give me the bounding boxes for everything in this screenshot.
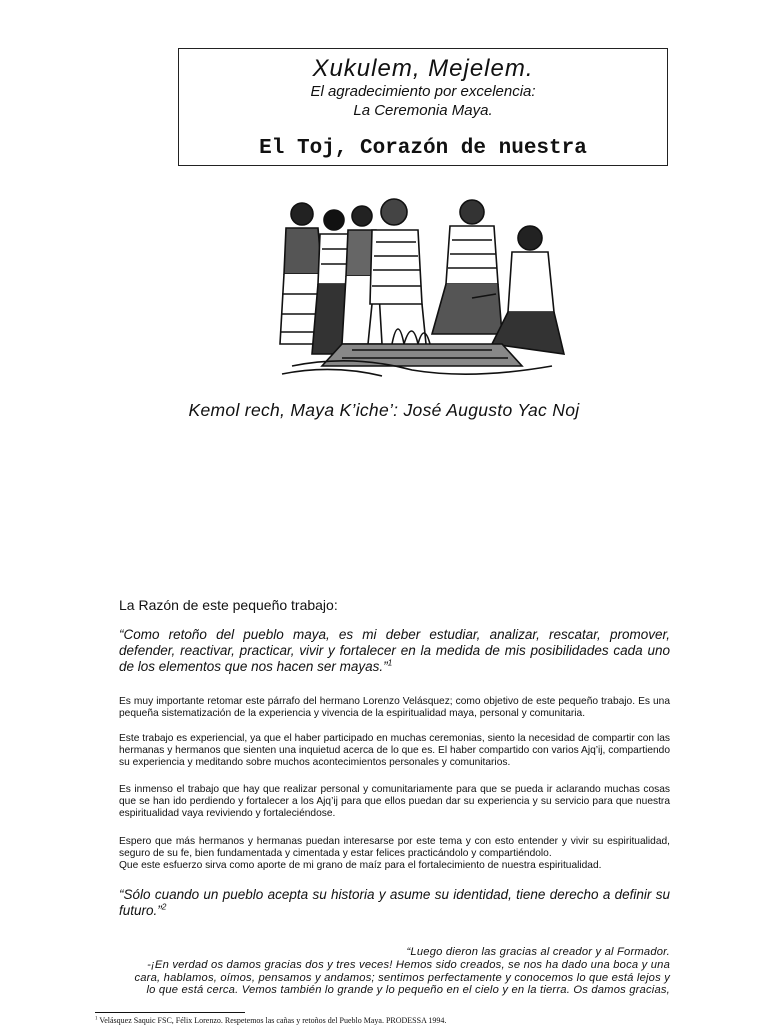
quote-line: cara, hablamos, oímos, pensamos y andamos; sentimos perfectamente y conocemos lo que está lejos y bbox=[134, 971, 670, 984]
paragraph-1: Es muy importante retomar este párrafo del hermano Lorenzo Velásquez; como objetivo de este pequeño trabajo. Es una pequeña sistematización de la experiencia y vivencia de la espiritualidad maya, personal y comunitaria. bbox=[119, 696, 670, 720]
footnote-ref-1: 1 bbox=[387, 657, 393, 668]
ceremony-illustration bbox=[272, 194, 572, 382]
paragraph-4: Espero que más hermanos y hermanas puedan interesarse por este tema y con esto entender y vivir su espiritualidad, seguro de su fe, bien fundamentada y cimentada y estar felices practicándolo y compartiéndolo. Que este esfuerzo sirva como aporte de mi grano de maíz para el fortalecimiento de nuestra espiritualidad. bbox=[119, 836, 670, 872]
quote-line: -¡En verdad os damos gracias dos y tres veces! Hemos sido creados, se nos ha dado una boca y una bbox=[147, 958, 670, 971]
document-title: Xukulem, Mejelem. bbox=[312, 55, 534, 82]
footnote-ref-2: 2 bbox=[161, 901, 167, 912]
epigraph-quote-1: “Como retoño del pueblo maya, es mi deber estudiar, analizar, rescatar, promover, defender, reactivar, practicar, vivir y fortalecer en la medida de mis posibilidades cada uno de los elementos que nos hacen ser mayas.”$^1$ bbox=[119, 627, 670, 674]
title-box bbox=[178, 48, 668, 166]
paragraph-2: Este trabajo es experiencial, ya que el haber participado en muchas ceremonias, siento la necesidad de compartir con las hermanas y hermanos que sienten una inquietud acerca de lo que es. El haber compartido con varios Ajq’ij, compartiendo su experiencia y meditando sobre muchos acontecimientos personales y comunitarios. bbox=[119, 733, 670, 769]
document-subtitle-1: El agradecimiento por excelencia: bbox=[310, 83, 536, 100]
paragraph-3: Es inmenso el trabajo que hay que realizar personal y comunitariamente para que se pueda ir aclarando muchas cosas que se han ido perdiendo y fortalecer a los Ajq’ij para que ellos puedan dar su experiencia y su servicio para que nuestra espiritualidad vaya reviviendo y fortaleciéndose. bbox=[119, 784, 670, 820]
quote-line: lo que está cerca. Vemos también lo grande y lo pequeño en el cielo y en la tierra. Os damos gracias, bbox=[146, 984, 670, 997]
document-subheading: El Toj, Corazón de nuestra bbox=[259, 137, 587, 160]
section-heading: La Razón de este pequeño trabajo: bbox=[119, 597, 338, 613]
epigraph-quote-2: “Sólo cuando un pueblo acepta su historia y asume su identidad, tiene derecho a definir su futuro.”$^2$ bbox=[119, 887, 670, 918]
footnote-divider bbox=[95, 1012, 245, 1013]
footnote: $^1$ Velásquez Saquic FSC, Félix Lorenzo. Respetemos las cañas y retoños del Pueblo Maya. PRODESSA 1994. bbox=[95, 1016, 447, 1025]
quote-line: “Luego dieron las gracias al creador y al Formador. bbox=[406, 946, 670, 958]
author-line: Kemol rech, Maya K’iche’: José Augusto Yac Noj bbox=[188, 400, 580, 420]
popol-vuh-quote bbox=[119, 946, 670, 997]
document-subtitle-2: La Ceremonia Maya. bbox=[353, 102, 493, 119]
